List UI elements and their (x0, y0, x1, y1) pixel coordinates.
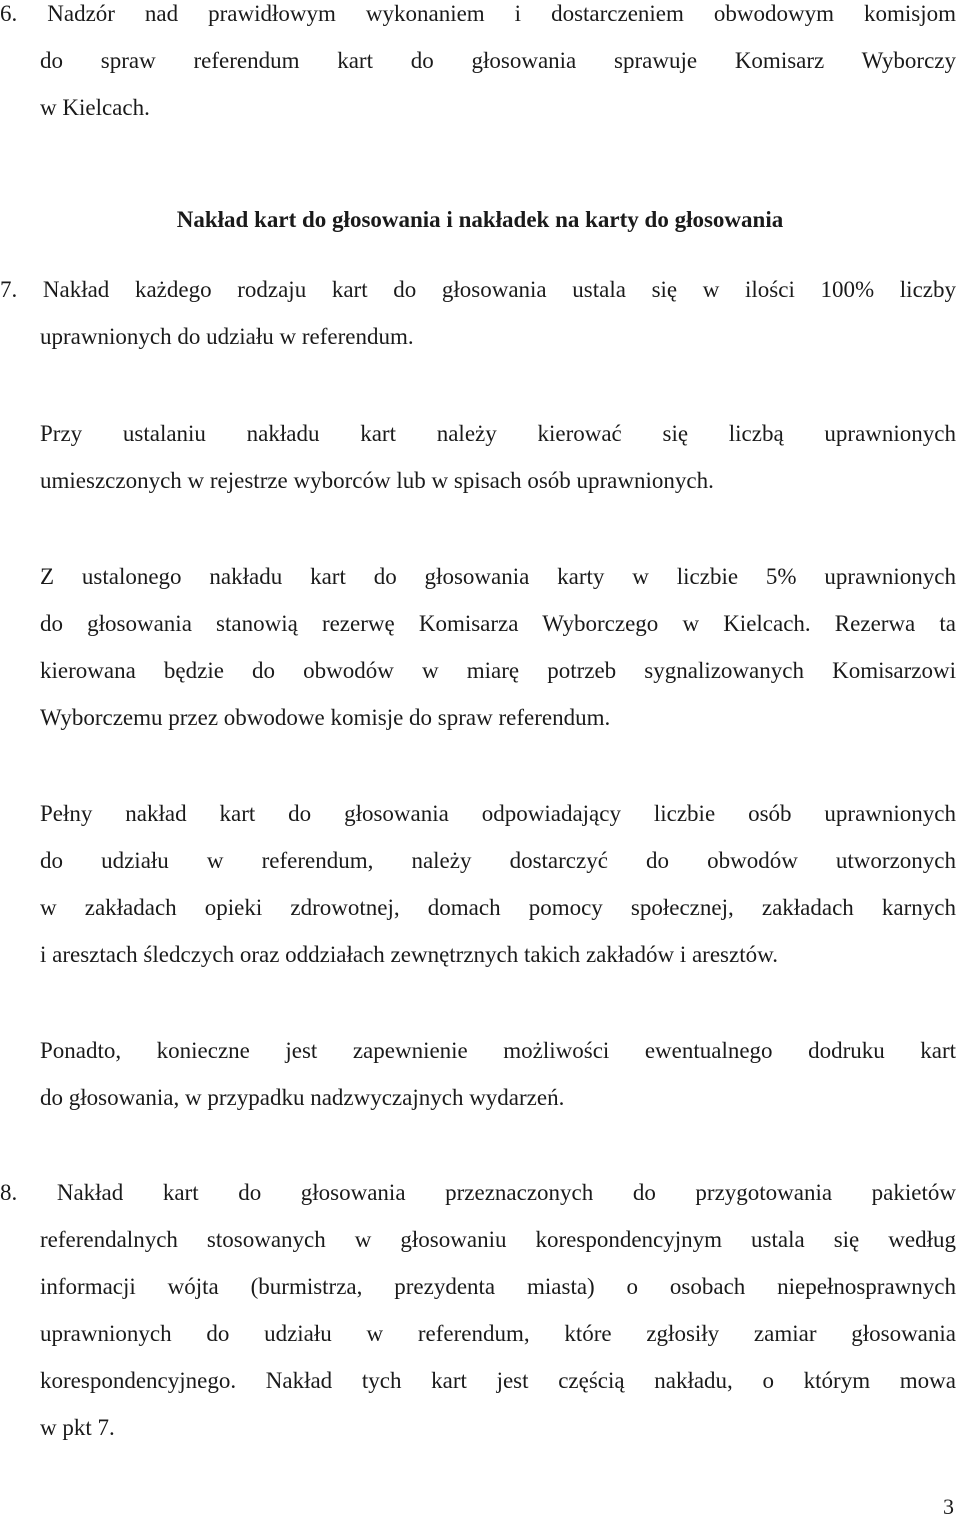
section-6 (0, 0, 956, 131)
paragraph-line: Pełny nakład kart do głosowania odpowiadający liczbie osób uprawnionych (40, 801, 956, 826)
paragraph-line: kierowana będzie do obwodów w miarę potrzeb sygnalizowanych Komisarzowi (40, 658, 956, 683)
paragraph-z-ustalonego (40, 553, 956, 741)
paragraph-line: Wyborczemu przez obwodowe komisje do spraw referendum. (40, 705, 611, 730)
section-6-line-3: w Kielcach. (40, 95, 150, 120)
paragraph-przy-ustalaniu (40, 410, 956, 504)
paragraph-line: Przy ustalaniu nakładu kart należy kierować się liczbą uprawnionych (40, 421, 956, 446)
section-6-line-1: 6. Nadzór nad prawidłowym wykonaniem i dostarczeniem obwodowym komisjom (0, 1, 956, 26)
paragraph-line: umieszczonych w rejestrze wyborców lub w spisach osób uprawnionych. (40, 468, 714, 493)
section-8 (0, 1169, 956, 1451)
paragraph-pelny-naklad (40, 790, 956, 978)
paragraph-line: do udziału w referendum, należy dostarczyć do obwodów utworzonych (40, 848, 956, 873)
section-6-line-2: do spraw referendum kart do głosowania sprawuje Komisarz Wyborczy (40, 48, 956, 73)
section-8-line-4: uprawnionych do udziału w referendum, które zgłosiły zamiar głosowania (40, 1321, 956, 1346)
section-8-line-1: 8. Nakład kart do głosowania przeznaczonych do przygotowania pakietów (0, 1180, 956, 1205)
section-8-line-3: informacji wójta (burmistrza, prezydenta miasta) o osobach niepełnosprawnych (40, 1274, 956, 1299)
section-8-line-2: referendalnych stosowanych w głosowaniu korespondencyjnym ustala się według (40, 1227, 956, 1252)
section-heading: Nakład kart do głosowania i nakładek na karty do głosowania (176, 207, 784, 232)
paragraph-line: do głosowania, w przypadku nadzwyczajnych wydarzeń. (40, 1085, 565, 1110)
paragraph-line: w zakładach opieki zdrowotnej, domach pomocy społecznej, zakładach karnych (40, 895, 956, 920)
section-7 (0, 266, 956, 360)
section-8-line-6: w pkt 7. (40, 1415, 115, 1440)
page-number: 3 (943, 1494, 954, 1519)
paragraph-line: do głosowania stanowią rezerwę Komisarza Wyborczego w Kielcach. Rezerwa ta (40, 611, 956, 636)
section-7-line-2: uprawnionych do udziału w referendum. (40, 324, 414, 349)
paragraph-line: i aresztach śledczych oraz oddziałach zewnętrznych takich zakładów i aresztów. (40, 942, 778, 967)
paragraph-ponadto (40, 1027, 956, 1121)
paragraph-line: Ponadto, konieczne jest zapewnienie możliwości ewentualnego dodruku kart (40, 1038, 956, 1063)
section-7-line-1: 7. Nakład każdego rodzaju kart do głosowania ustala się w ilości 100% liczby (0, 277, 956, 302)
section-8-line-5: korespondencyjnego. Nakład tych kart jest częścią nakładu, o którym mowa (40, 1368, 956, 1393)
paragraph-line: Z ustalonego nakładu kart do głosowania karty w liczbie 5% uprawnionych (40, 564, 956, 589)
